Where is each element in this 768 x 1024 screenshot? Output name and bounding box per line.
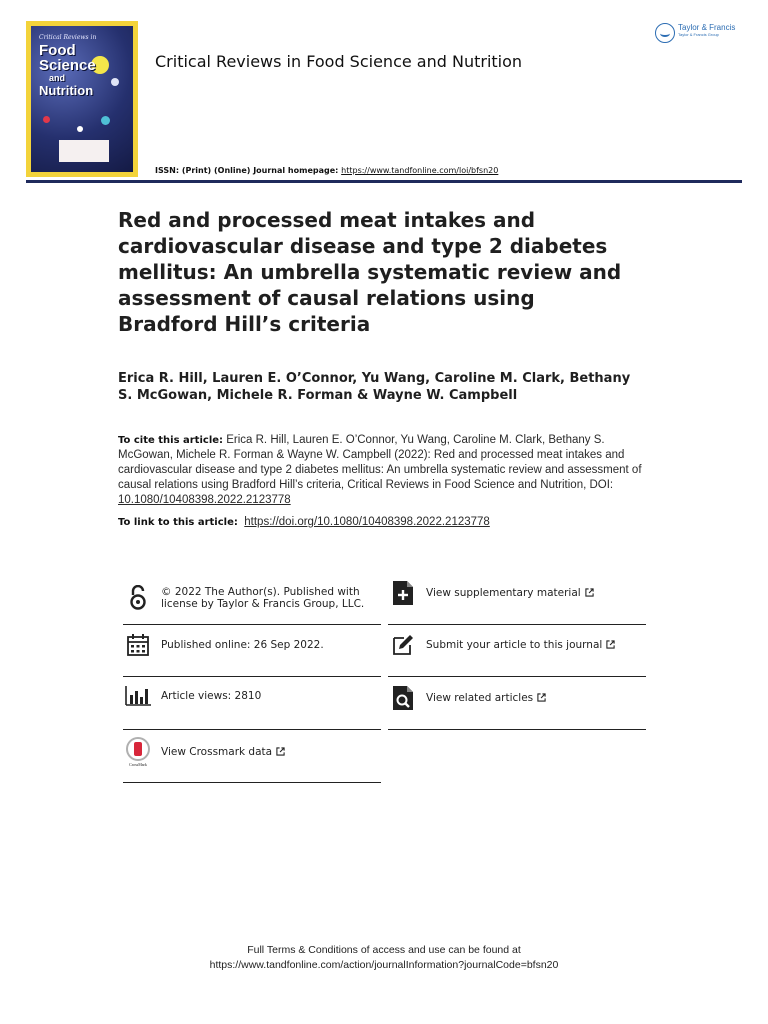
supplementary-material-link[interactable] <box>388 567 646 619</box>
cover-title-line1: Food <box>39 42 76 59</box>
taylor-francis-logo-icon <box>655 23 675 43</box>
citation-block <box>118 433 648 508</box>
info-divider <box>123 782 381 783</box>
external-link-icon <box>606 640 615 649</box>
journal-homepage-link[interactable]: https://www.tandfonline.com/loi/bfsn20 <box>341 166 499 175</box>
open-access-icon <box>123 583 153 613</box>
cover-title-line4: Nutrition <box>39 83 94 98</box>
submit-label: Submit your article to this journal <box>426 639 603 651</box>
journal-cover-art <box>31 26 133 172</box>
crossmark-label-wrap <box>161 746 285 758</box>
issn-line <box>155 166 498 175</box>
cover-title-line2: Science <box>39 57 96 74</box>
cover-label-box <box>59 140 109 162</box>
footer <box>0 943 768 973</box>
supplementary-label: View supplementary material <box>426 587 581 599</box>
article-views <box>123 670 381 722</box>
related-articles-link[interactable] <box>388 672 646 724</box>
add-file-icon <box>388 578 418 608</box>
crossmark-icon <box>123 737 153 767</box>
article-authors: Erica R. Hill, Lauren E. O’Connor, Yu Wang, Caroline M. Clark, Bethany S. McGowan, Michele R. Forman & Wayne W. Campbell <box>118 371 631 403</box>
article-title: Red and processed meat intakes and cardiovascular disease and type 2 diabetes mellitus: An umbrella systematic review and assessment of causal relations using Bradford Hill’s criteria <box>118 208 622 336</box>
cover-supertitle: Critical Reviews in <box>39 34 97 41</box>
edit-icon <box>388 630 418 660</box>
submit-article-link[interactable] <box>388 619 646 671</box>
supplementary-label-wrap <box>426 587 594 599</box>
published-online <box>123 619 381 671</box>
link-label: To link to this article: <box>118 517 238 528</box>
calendar-icon <box>123 630 153 660</box>
publisher-name: Taylor & Francis <box>678 23 736 32</box>
external-link-icon <box>537 693 546 702</box>
license-text: © 2022 The Author(s). Published with license by Taylor & Francis Group, LLC. <box>161 586 365 610</box>
related-label-wrap <box>426 692 546 704</box>
doi-link[interactable]: 10.1080/10408398.2022.2123778 <box>118 494 291 506</box>
crossmark-label: View Crossmark data <box>161 746 273 758</box>
info-divider <box>388 729 646 730</box>
issn-label: ISSN: (Print) (Online) Journal homepage: <box>155 166 342 175</box>
footer-terms: Full Terms & Conditions of access and use can be found at <box>247 944 521 956</box>
taylor-francis-logo[interactable] <box>655 23 735 43</box>
external-link-icon <box>585 588 594 597</box>
journal-cover[interactable] <box>26 21 138 177</box>
external-link-icon <box>276 747 285 756</box>
journal-title: Critical Reviews in Food Science and Nutrition <box>155 52 523 71</box>
citation-text: Erica R. Hill, Lauren E. O’Connor, Yu Wang, Caroline M. Clark, Bethany S. McGowan, Michele R. Forman & Wayne W. Campbell (2022): Red and processed meat intakes and cardiovascular disease and type 2 diabetes mellitus: An umbrella systematic review and assessment of causal relations using Bradford Hill’s criteria, Critical Reviews in Food Science and Nutrition, DOI: <box>118 434 642 491</box>
article-doi-url[interactable]: https://doi.org/10.1080/10408398.2022.2123778 <box>244 516 490 528</box>
header-divider <box>26 180 742 183</box>
related-label: View related articles <box>426 692 534 704</box>
submit-label-wrap <box>426 639 615 651</box>
crossmark-icon-text: CrossMark <box>129 762 147 767</box>
article-link-line <box>118 516 490 528</box>
crossmark-link[interactable] <box>123 726 381 778</box>
search-file-icon <box>388 683 418 713</box>
cover-title-line3: and <box>49 73 66 83</box>
bar-chart-icon <box>123 681 153 711</box>
open-access-license <box>123 572 381 624</box>
publisher-group: Taylor & Francis Group <box>678 32 719 37</box>
views-count: Article views: 2810 <box>161 690 262 702</box>
citation-label: To cite this article: <box>118 435 224 446</box>
footer-terms-url[interactable]: https://www.tandfonline.com/action/journalInformation?journalCode=bfsn20 <box>209 959 559 971</box>
published-date: Published online: 26 Sep 2022. <box>161 639 324 651</box>
